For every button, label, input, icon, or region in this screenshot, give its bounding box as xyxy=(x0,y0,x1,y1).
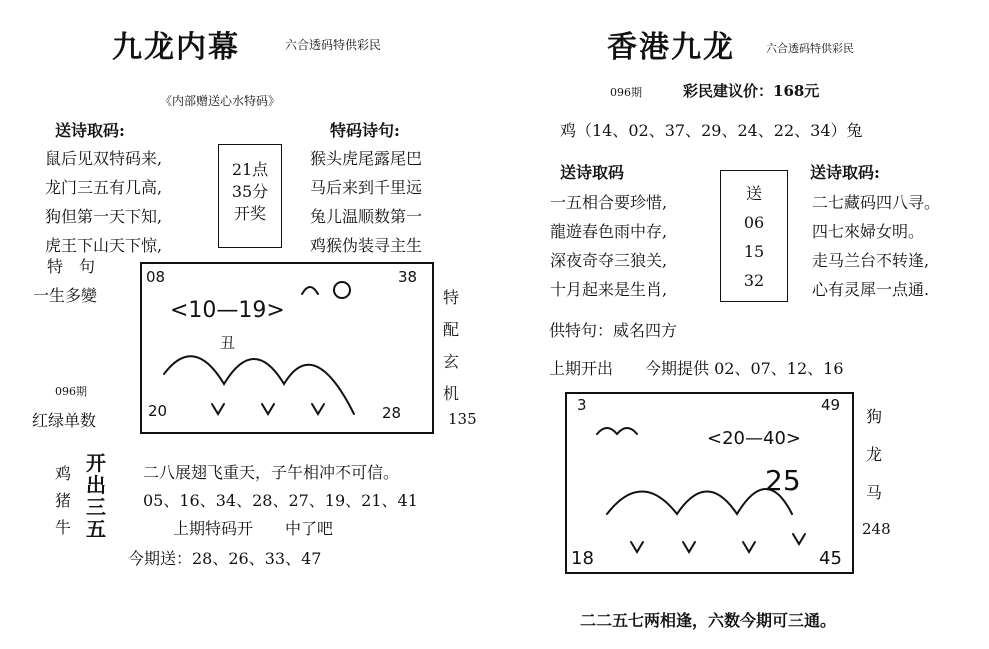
grass-mark xyxy=(683,542,695,552)
poem-line: 狗但第一天下知, xyxy=(45,207,163,226)
last-issue-line: 上期特码开 中了吧 xyxy=(173,519,334,538)
kai-chu-column xyxy=(86,452,106,540)
poem-line: 四七來婦女明。 xyxy=(812,222,925,241)
time-hour: 21点 xyxy=(231,160,269,179)
grass-mark xyxy=(212,404,224,414)
right-footer: 二二五七两相逢，六数今期可三通。 xyxy=(580,611,837,630)
grass-mark xyxy=(631,542,643,552)
poem-line: 龙门三五有几高, xyxy=(45,178,163,197)
sketch-br: 45 xyxy=(819,548,842,569)
kai-char: 三 xyxy=(86,495,106,519)
poem-line: 鼠后见双特码来, xyxy=(45,149,163,168)
poem2: 二八展翅飞重天，子午相冲不可信。 xyxy=(143,463,400,482)
send-box xyxy=(720,170,788,302)
grass-mark xyxy=(312,404,324,414)
right-side-number: 248 xyxy=(862,520,891,538)
side-char: 狗 xyxy=(866,407,883,426)
animal: 牛 xyxy=(55,518,72,537)
grass-mark xyxy=(793,534,805,544)
grass-mark xyxy=(743,542,755,552)
right-poem-label-left: 送诗取码 xyxy=(560,163,625,182)
sketch-mid-char: 丑 xyxy=(220,334,236,352)
special-lines xyxy=(310,146,422,256)
special-line: 马后来到千里远 xyxy=(310,178,423,197)
left-title: 九龙内幕 xyxy=(112,30,240,65)
special-line: 猴头虎尾露尾巴 xyxy=(310,149,423,168)
left-side-vertical xyxy=(443,282,459,410)
sketch-bl: 18 xyxy=(571,548,594,569)
poem-line: 一五相合要珍惜, xyxy=(550,193,668,212)
left-sketch-box xyxy=(140,262,434,434)
number-list: 05、16、34、28、27、19、21、41 xyxy=(143,491,418,510)
side-char: 马 xyxy=(866,483,883,502)
special-line: 鸡猴伪装寻主生 xyxy=(310,236,423,255)
hongly-text: 红绿单数 xyxy=(32,411,97,430)
mountain-mark xyxy=(164,356,354,414)
gong-te-ju: 供特句：威名四方 xyxy=(549,321,678,340)
right-poem-lines-left xyxy=(550,190,667,300)
cloud-mark xyxy=(597,428,637,434)
right-sketch-drawing xyxy=(567,394,852,572)
time-label: 开奖 xyxy=(233,204,266,223)
side-char: 龙 xyxy=(866,445,883,464)
grass-mark xyxy=(262,404,274,414)
right-sketch-box xyxy=(565,392,854,574)
mountain-mark xyxy=(607,489,792,514)
price-line: 彩民建议价：168元 xyxy=(683,82,820,100)
right-subtitle: 六合透码特供彩民 xyxy=(766,42,854,55)
send-number: 32 xyxy=(743,271,765,290)
poem-line: 虎王下山天下惊, xyxy=(45,236,163,255)
left-issue: 096期 xyxy=(55,385,87,398)
last-today-line: 上期开出 今期提供 02、07、12、16 xyxy=(549,359,844,378)
send-number: 06 xyxy=(743,213,765,232)
left-poem-lines xyxy=(45,146,162,256)
time-minute: 35分 xyxy=(231,182,269,201)
kai-char: 出 xyxy=(86,473,106,497)
rooster-line: 鸡（14、02、37、29、24、22、34）兔 xyxy=(560,121,863,140)
side-char: 特 xyxy=(443,288,460,307)
sketch-range: <20—40> xyxy=(707,428,801,449)
kai-char: 开 xyxy=(86,451,106,475)
poem-line: 走马兰台不转逢, xyxy=(812,251,930,270)
animal-column xyxy=(55,460,71,541)
left-sketch-drawing xyxy=(142,264,432,432)
animal: 鸡 xyxy=(55,464,72,483)
left-poem-label: 送诗取码: xyxy=(55,121,125,140)
cloud-mark xyxy=(302,287,318,294)
sketch-tr: 38 xyxy=(398,268,418,286)
left-heading: 《内部赠送心水特码》 xyxy=(160,94,281,108)
sun-mark xyxy=(334,282,350,298)
animal: 猪 xyxy=(55,491,72,510)
side-char: 机 xyxy=(443,384,460,403)
left-subtitle: 六合透码特供彩民 xyxy=(285,38,382,52)
sketch-bl: 20 xyxy=(148,402,168,420)
special-line: 兔儿温顺数第一 xyxy=(310,207,423,226)
poem-line: 龍遊春色雨中存, xyxy=(550,222,668,241)
send-label: 送 xyxy=(745,184,762,203)
poem-line: 心有灵犀一点通. xyxy=(812,280,930,299)
right-poem-label-right: 送诗取码: xyxy=(810,163,880,182)
sketch-mid: 25 xyxy=(765,464,801,497)
sketch-tl: 08 xyxy=(146,268,166,286)
poem-line: 二七藏码四八寻。 xyxy=(812,193,941,212)
side-char: 玄 xyxy=(443,352,460,371)
sketch-range: <10—19> xyxy=(170,298,285,323)
kai-char: 五 xyxy=(86,517,106,541)
side-char: 配 xyxy=(443,320,460,339)
send-number: 15 xyxy=(743,242,765,261)
today-send-line: 今期送：28、26、33、47 xyxy=(128,549,322,568)
right-side-vertical xyxy=(866,398,882,512)
sketch-tl: 3 xyxy=(577,396,587,414)
right-poem-lines-right xyxy=(812,190,940,300)
yisheng-text: 一生多變 xyxy=(33,286,98,305)
sketch-tr: 49 xyxy=(821,396,841,414)
special-label: 特码诗句: xyxy=(330,121,400,140)
draw-time-box xyxy=(218,144,282,248)
sketch-br: 28 xyxy=(382,404,402,422)
right-issue: 096期 xyxy=(610,86,642,99)
te-ju-label: 特 句 xyxy=(47,257,96,276)
left-side-number: 135 xyxy=(448,410,477,428)
poem-line: 深夜奇夺三狼关, xyxy=(550,251,668,270)
right-title: 香港九龙 xyxy=(607,30,735,65)
poem-line: 十月起来是生肖, xyxy=(550,280,668,299)
